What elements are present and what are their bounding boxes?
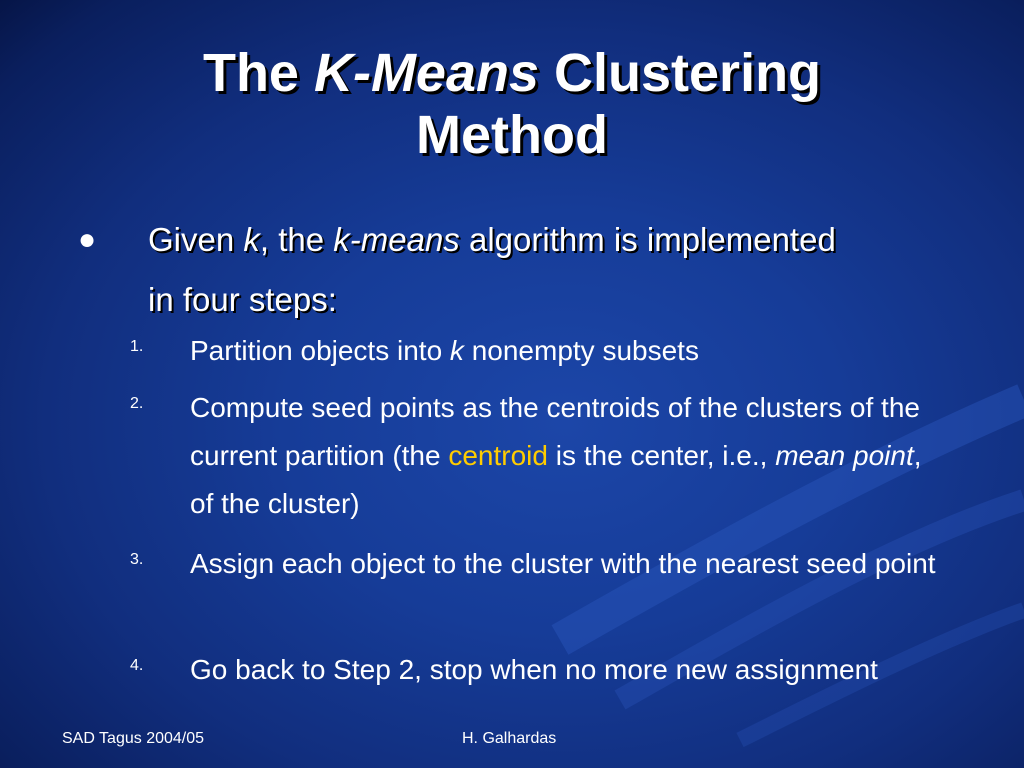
step-1-k: k xyxy=(449,335,464,366)
bullet-k: k xyxy=(243,221,260,258)
title-part2: Clustering xyxy=(539,43,822,103)
step-2-text-a: Compute seed points as the centroids of the clusters of the current partition (the xyxy=(190,392,920,471)
step-text xyxy=(190,327,940,375)
slide-title xyxy=(0,42,1024,166)
bullet-text-3: algorithm is implemented in four steps: xyxy=(148,221,836,318)
bullet-text-1: Given xyxy=(148,221,244,258)
step-1-text-a: Partition objects into xyxy=(190,335,450,366)
title-emphasis: K-Means xyxy=(313,43,540,103)
step-2-text-b: is the center, i.e., xyxy=(547,440,776,471)
footer-center: H. Galhardas xyxy=(462,730,557,747)
bullet-text-2: , the xyxy=(259,221,334,258)
step-number: 2. xyxy=(130,395,144,412)
step-number: 4. xyxy=(130,657,144,674)
bullet-kmeans: k-means xyxy=(333,221,460,258)
title-line-2: Method xyxy=(416,105,608,165)
title-line-1 xyxy=(0,42,1024,104)
main-bullet-text xyxy=(148,210,838,330)
step-text: Assign each object to the cluster with the nearest seed point xyxy=(190,548,936,579)
step-text: Go back to Step 2, stop when no more new assignment xyxy=(190,654,878,685)
step-2-text-c: , of the cluster) xyxy=(190,440,922,519)
step-number: 3. xyxy=(130,551,144,568)
step-2-highlight-centroid: centroid xyxy=(448,440,548,471)
title-part1: The xyxy=(202,43,314,103)
step-2-mean-point: mean point xyxy=(775,440,914,471)
step-1-text-b: nonempty subsets xyxy=(463,335,699,366)
step-text xyxy=(190,384,940,528)
footer-left: SAD Tagus 2004/05 xyxy=(62,730,205,747)
bullet-dot-icon: ● xyxy=(78,223,97,256)
step-number: 1. xyxy=(130,338,144,355)
